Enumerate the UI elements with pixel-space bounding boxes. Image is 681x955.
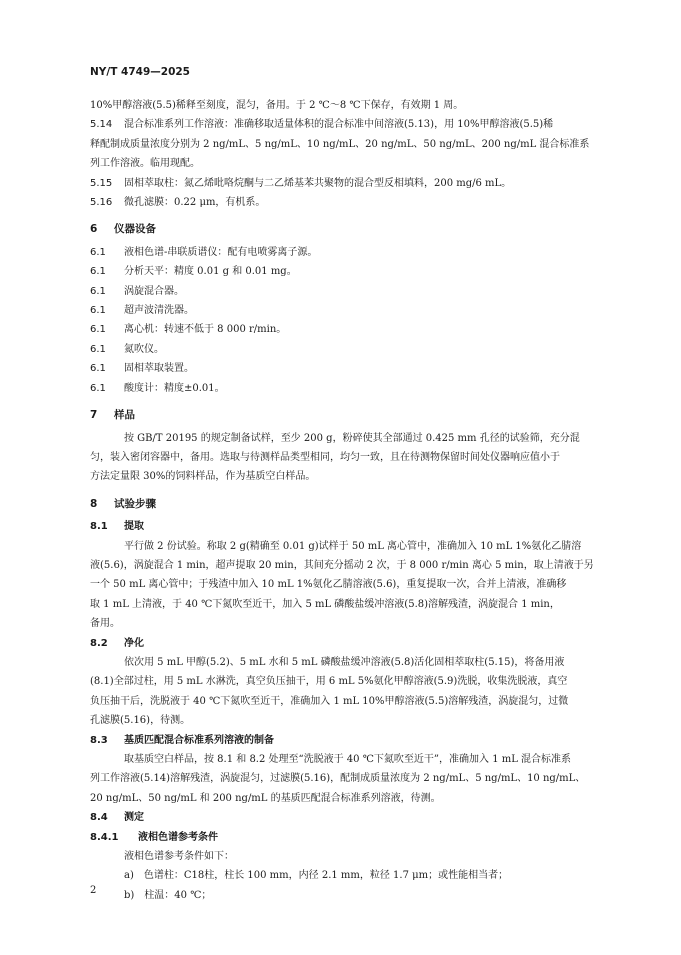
paragraph-line — [90, 448, 600, 467]
line-text: 仪器设备 — [114, 223, 156, 236]
line-text: 净化 — [124, 637, 144, 649]
paragraph-line — [90, 556, 600, 575]
paragraph-line — [90, 692, 600, 711]
page-number: 2 — [90, 885, 97, 896]
document-header: NY/T 4749—2025 — [90, 66, 190, 78]
subsection-heading — [90, 808, 600, 827]
line-text: 平行做 2 份试验。称取 2 g(精确至 0.01 g)试样于 50 mL 离心管中，准确加入 10 mL 1%氨化乙腈溶 — [124, 540, 582, 552]
paragraph-line — [90, 711, 600, 730]
paragraph-line — [90, 750, 600, 769]
item-number: 6 — [90, 223, 98, 236]
line-text: 10%甲醇溶液(5.5)稀释至刻度，混匀，备用。于 2 ℃～8 ℃下保存，有效期 1 周。 — [90, 100, 464, 111]
line-text: 依次用 5 mL 甲醇(5.2)、5 mL 水和 5 mL 磷酸盐缓冲溶液(5.8)活化固相萃取柱(5.15)，将备用液 — [124, 656, 565, 668]
line-text: 试验步骤 — [114, 497, 156, 510]
paragraph-line — [90, 789, 600, 808]
subsection-heading — [90, 731, 600, 750]
line-text: b) 柱温：40 ℃； — [124, 889, 212, 901]
line-text: 孔滤膜(5.16)，待测。 — [90, 715, 191, 727]
item-number: 6.1 — [90, 266, 106, 278]
numbered-item — [90, 193, 600, 212]
line-text: 固相萃取柱：氮乙烯吡咯烷酮与二乙烯基苯共聚物的混合型反相填料，200 mg/6 mL。 — [124, 177, 512, 189]
line-text: 20 ng/mL、50 ng/mL 和 200 ng/mL 的基质匹配混合标准系列溶液，待测。 — [90, 792, 441, 804]
subsection-heading — [90, 828, 600, 847]
line-text: 样品 — [114, 409, 135, 422]
line-text: a) 色谱柱：C18柱，柱长 100 mm，内径 2.1 mm，粒径 1.7 μm；或性能相当者； — [124, 870, 509, 882]
line-text: 微孔滤膜：0.22 μm，有机系。 — [124, 197, 266, 209]
line-text: 液相色谱-串联质谱仪：配有电喷雾离子源。 — [124, 246, 318, 258]
line-text: 匀，装入密闭容器中，备用。选取与待测样品类型相同，均匀一致，且在待测物保留时间处仪器响应值小于 — [90, 451, 560, 463]
item-number: 8.1 — [90, 521, 108, 533]
item-number: 6.1 — [90, 363, 106, 375]
paragraph-line — [90, 886, 600, 905]
paragraph-line — [90, 672, 600, 691]
line-text: 液相色谱参考条件如下： — [124, 851, 234, 863]
paragraph-line — [90, 866, 600, 885]
numbered-item — [90, 340, 600, 359]
line-text: 负压抽干后，洗脱液于 40 ℃下氮吹至近干，准确加入 1 mL 10%甲醇溶液(5.5)溶解残渣，涡旋混匀，过微 — [90, 695, 569, 707]
paragraph-line — [90, 135, 600, 154]
line-text: 取基质空白样品，按 8.1 和 8.2 处理至“洗脱液于 40 ℃下氮吹至近干”，准确加入 1 mL 混合标准系 — [124, 754, 572, 765]
line-text: 方法定量限 30%的饲料样品，作为基质空白样品。 — [90, 471, 316, 483]
line-text: 取 1 mL 上清液，于 40 ℃下氮吹至近干，加入 5 mL 磷酸盐缓冲溶液(5.8)溶解残渣，涡旋混合 1 min， — [90, 598, 560, 610]
paragraph-line — [90, 154, 600, 173]
item-number: 8.4 — [90, 812, 108, 824]
item-number: 6.1 — [90, 382, 106, 394]
item-number: 7 — [90, 409, 98, 422]
paragraph-line — [90, 575, 600, 594]
paragraph-line — [90, 769, 600, 788]
paragraph-line — [90, 429, 600, 448]
numbered-item — [90, 359, 600, 378]
item-number: 6.1 — [90, 343, 106, 355]
line-text: 备用。 — [90, 618, 120, 630]
item-number: 8.4.1 — [90, 831, 119, 843]
paragraph-line — [90, 96, 600, 115]
item-number: 6.1 — [90, 285, 106, 297]
numbered-item — [90, 282, 600, 301]
item-number: 8.3 — [90, 734, 108, 746]
line-text: 涡旋混合器。 — [124, 285, 184, 297]
numbered-item — [90, 115, 600, 134]
item-number: 6.1 — [90, 305, 106, 317]
line-text: 混合标准系列工作溶液：准确移取适量体积的混合标准中间溶液(5.13)，用 10%甲醇溶液(5.5)稀 — [124, 119, 554, 131]
item-number: 8.2 — [90, 637, 108, 649]
line-text: 一个 50 mL 离心管中；于残渣中加入 10 mL 1%氨化乙腈溶液(5.6)，重复提取一次，合并上清液，准确移 — [90, 579, 567, 591]
numbered-item — [90, 320, 600, 339]
numbered-item — [90, 174, 600, 193]
line-text: (8.1)全部过柱，用 5 mL 水淋洗，真空负压抽干，用 6 mL 5%氨化甲醇溶液(5.9)洗脱，收集洗脱液，真空 — [90, 676, 568, 688]
line-text: 酸度计：精度±0.01。 — [124, 382, 225, 394]
numbered-item — [90, 243, 600, 262]
paragraph-line — [90, 467, 600, 486]
paragraph-line — [90, 537, 600, 556]
item-number: 8 — [90, 497, 98, 510]
line-text: 测定 — [124, 812, 144, 824]
item-number: 6.1 — [90, 324, 106, 336]
paragraph-line — [90, 614, 600, 633]
line-text: 列工作溶液(5.14)溶解残渣，涡旋混匀，过滤膜(5.16)，配制成质量浓度为 2 ng/mL、5 ng/mL、10 ng/mL、 — [90, 773, 586, 785]
numbered-item — [90, 301, 600, 320]
line-text: 释配制成质量浓度分别为 2 ng/mL、5 ng/mL、10 ng/mL、20 ng/mL、50 ng/mL、200 ng/mL 混合标准系 — [90, 138, 590, 150]
numbered-item — [90, 379, 600, 398]
item-number: 5.14 — [90, 119, 113, 131]
line-text: 液相色谱参考条件 — [138, 831, 218, 843]
section-heading — [90, 220, 600, 239]
line-text: 按 GB/T 20195 的规定制备试样，至少 200 g，粉碎使其全部通过 0.425 mm 孔径的试验筛，充分混 — [124, 432, 580, 444]
line-text: 氮吹仪。 — [124, 343, 164, 355]
line-text: 固相萃取装置。 — [124, 363, 194, 375]
paragraph-line — [90, 595, 600, 614]
section-heading — [90, 495, 600, 514]
line-text: 超声波清洗器。 — [124, 305, 194, 317]
document-body — [90, 96, 600, 905]
item-number: 6.1 — [90, 246, 106, 258]
line-text: 列工作溶液。临用现配。 — [90, 158, 200, 170]
subsection-heading — [90, 634, 600, 653]
numbered-item — [90, 262, 600, 281]
line-text: 分析天平：精度 0.01 g 和 0.01 mg。 — [124, 266, 297, 278]
line-text: 离心机：转速不低于 8 000 r/min。 — [124, 324, 287, 336]
subsection-heading — [90, 517, 600, 536]
item-number: 5.15 — [90, 177, 113, 189]
line-text: 液(5.6)，涡旋混合 1 min，超声提取 20 min，其间充分摇动 2 次，于 8 000 r/min 离心 5 min，取上清液于另 — [90, 559, 594, 571]
paragraph-line — [90, 847, 600, 866]
item-number: 5.16 — [90, 197, 113, 209]
section-heading — [90, 406, 600, 425]
line-text: 提取 — [124, 521, 144, 533]
line-text: 基质匹配混合标准系列溶液的制备 — [124, 734, 274, 746]
paragraph-line — [90, 653, 600, 672]
